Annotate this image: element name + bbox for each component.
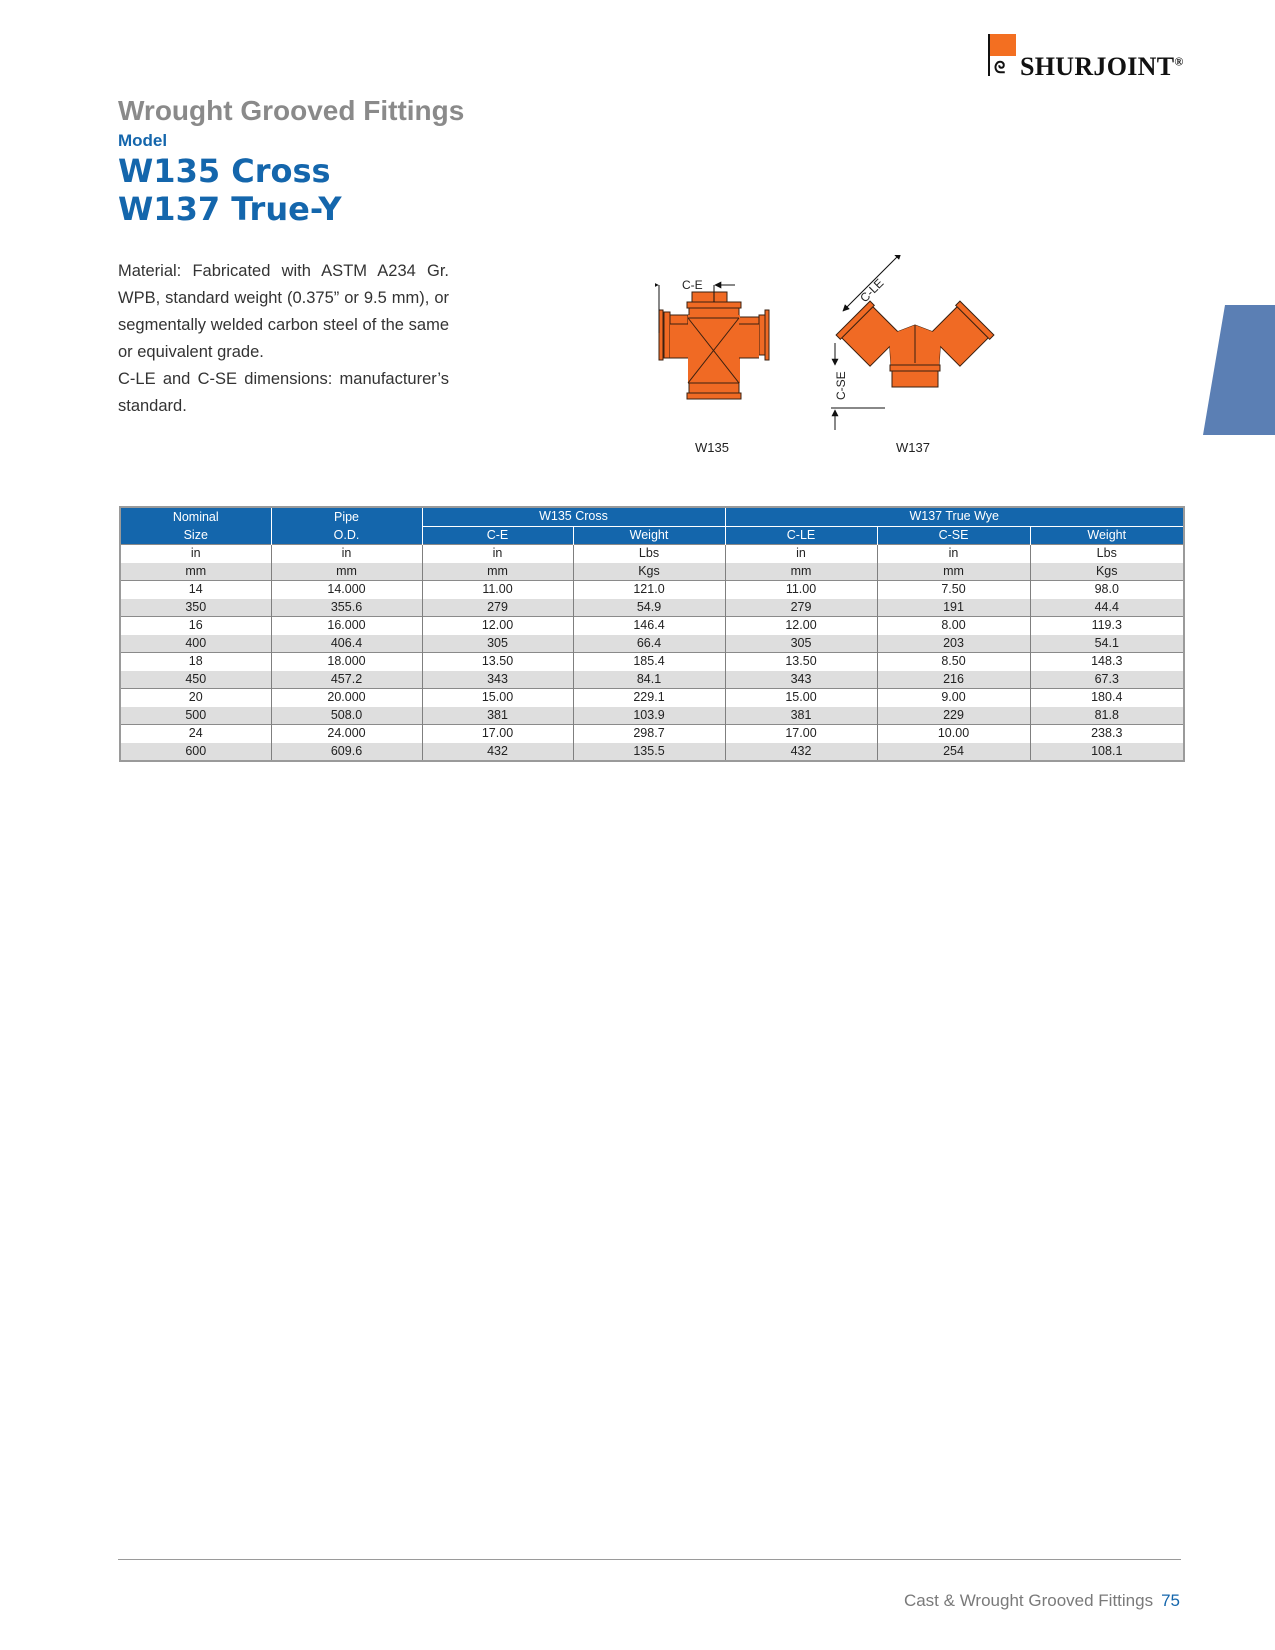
table-cell: 20.000 xyxy=(271,689,422,707)
unit-cell: in xyxy=(121,545,271,563)
table-cell: 191 xyxy=(877,599,1030,617)
table-cell: 18.000 xyxy=(271,653,422,671)
header-ce: C-E xyxy=(422,526,573,545)
footer-rule xyxy=(118,1559,1181,1560)
table-cell: 20 xyxy=(121,689,271,707)
material-description xyxy=(118,258,449,420)
true-wye-fitting-icon xyxy=(836,301,994,387)
unit-cell: Lbs xyxy=(1030,545,1183,563)
ce-dimension-label: C-E xyxy=(682,278,703,292)
table-cell: 16.000 xyxy=(271,617,422,635)
cle-dimension-label: C-LE xyxy=(857,275,887,306)
table-cell: 14 xyxy=(121,581,271,599)
fitting-diagram-svg xyxy=(655,255,1035,465)
table-cell: 12.00 xyxy=(725,617,877,635)
table-cell: 216 xyxy=(877,671,1030,689)
units-row-in xyxy=(121,545,1183,563)
table-cell: 24 xyxy=(121,725,271,743)
table-cell: 16 xyxy=(121,617,271,635)
unit-cell: in xyxy=(271,545,422,563)
table-cell: 500 xyxy=(121,707,271,725)
table-cell: 305 xyxy=(725,635,877,653)
header-wye-weight: Weight xyxy=(1030,526,1183,545)
dimensions-text: C-LE and C-SE dimensions: manufacturer’s standard. xyxy=(118,370,449,415)
table-header-row-1 xyxy=(121,508,1183,526)
logo-wordmark xyxy=(1020,52,1184,82)
model-titles xyxy=(118,152,342,228)
table-cell: 381 xyxy=(422,707,573,725)
table-cell: 180.4 xyxy=(1030,689,1183,707)
table-cell: 17.00 xyxy=(725,725,877,743)
table-cell: 343 xyxy=(725,671,877,689)
logo-registered-mark: ® xyxy=(1174,54,1184,69)
table-cell: 148.3 xyxy=(1030,653,1183,671)
table-cell: 121.0 xyxy=(573,581,725,599)
table-cell: 355.6 xyxy=(271,599,422,617)
table-cell: 66.4 xyxy=(573,635,725,653)
table-row xyxy=(121,725,1183,743)
table-row xyxy=(121,599,1183,617)
table-body xyxy=(121,545,1183,761)
table-cell: 432 xyxy=(422,743,573,761)
table-cell: 508.0 xyxy=(271,707,422,725)
table-cell: 238.3 xyxy=(1030,725,1183,743)
table-cell: 15.00 xyxy=(422,689,573,707)
material-text: Material: Fabricated with ASTM A234 Gr. WPB, standard weight (0.375” or 9.5 mm), or segmentally welded carbon steel of the same or equivalent grade. xyxy=(118,262,449,361)
fitting-diagrams xyxy=(655,255,1035,465)
unit-cell: in xyxy=(422,545,573,563)
table-cell: 8.00 xyxy=(877,617,1030,635)
table-cell: 14.000 xyxy=(271,581,422,599)
dimensions-table xyxy=(119,506,1185,762)
table-cell: 343 xyxy=(422,671,573,689)
table-row xyxy=(121,581,1183,599)
table-row xyxy=(121,689,1183,707)
table-row xyxy=(121,671,1183,689)
table-cell: 406.4 xyxy=(271,635,422,653)
unit-cell: Lbs xyxy=(573,545,725,563)
unit-cell: Kgs xyxy=(573,563,725,581)
logo-mark-icon: ᘓ xyxy=(994,58,1006,77)
table-cell: 98.0 xyxy=(1030,581,1183,599)
header-od: O.D. xyxy=(271,526,422,545)
table-header-row-2 xyxy=(121,526,1183,545)
table-cell: 119.3 xyxy=(1030,617,1183,635)
table-cell: 229.1 xyxy=(573,689,725,707)
table-cell: 81.8 xyxy=(1030,707,1183,725)
header-pipe: Pipe xyxy=(271,508,422,526)
table-row xyxy=(121,743,1183,761)
model-label: Model xyxy=(118,131,168,150)
table-cell: 400 xyxy=(121,635,271,653)
page-number: 75 xyxy=(1161,1591,1180,1610)
model-title-wye: W137 True-Y xyxy=(118,190,342,228)
table-cell: 381 xyxy=(725,707,877,725)
dimensions-table-grid xyxy=(121,508,1183,760)
table-row xyxy=(121,635,1183,653)
table-cell: 18 xyxy=(121,653,271,671)
table-cell: 84.1 xyxy=(573,671,725,689)
logo-flag-icon xyxy=(990,34,1016,56)
table-cell: 9.00 xyxy=(877,689,1030,707)
table-cell: 13.50 xyxy=(725,653,877,671)
cross-fitting-icon xyxy=(659,292,769,399)
footer-section-title: Cast & Wrought Grooved Fittings xyxy=(903,1591,1154,1610)
table-cell: 108.1 xyxy=(1030,743,1183,761)
table-cell: 67.3 xyxy=(1030,671,1183,689)
table-cell: 457.2 xyxy=(271,671,422,689)
table-cell: 146.4 xyxy=(573,617,725,635)
table-cell: 10.00 xyxy=(877,725,1030,743)
table-cell: 13.50 xyxy=(422,653,573,671)
table-cell: 279 xyxy=(422,599,573,617)
table-cell: 600 xyxy=(121,743,271,761)
table-cell: 609.6 xyxy=(271,743,422,761)
unit-cell: in xyxy=(877,545,1030,563)
side-tab-shape xyxy=(1203,305,1275,435)
table-cell: 24.000 xyxy=(271,725,422,743)
header-size: Size xyxy=(121,526,271,545)
table-cell: 135.5 xyxy=(573,743,725,761)
table-cell: 54.1 xyxy=(1030,635,1183,653)
table-cell: 254 xyxy=(877,743,1030,761)
table-cell: 12.00 xyxy=(422,617,573,635)
unit-cell: mm xyxy=(121,563,271,581)
units-row-mm xyxy=(121,563,1183,581)
header-nominal: Nominal xyxy=(121,508,271,526)
model-title-cross: W135 Cross xyxy=(118,152,331,190)
header-cross-weight: Weight xyxy=(573,526,725,545)
table-cell: 185.4 xyxy=(573,653,725,671)
section-side-tab xyxy=(1203,305,1275,435)
table-cell: 350 xyxy=(121,599,271,617)
table-cell: 305 xyxy=(422,635,573,653)
unit-cell: mm xyxy=(877,563,1030,581)
cross-caption: W135 xyxy=(695,440,729,455)
table-cell: 298.7 xyxy=(573,725,725,743)
logo-name: SHURJOINT xyxy=(1020,52,1175,81)
table-cell: 103.9 xyxy=(573,707,725,725)
table-row xyxy=(121,707,1183,725)
table-cell: 432 xyxy=(725,743,877,761)
table-cell: 8.50 xyxy=(877,653,1030,671)
unit-cell: in xyxy=(725,545,877,563)
table-cell: 450 xyxy=(121,671,271,689)
table-cell: 229 xyxy=(877,707,1030,725)
table-cell: 44.4 xyxy=(1030,599,1183,617)
table-row xyxy=(121,617,1183,635)
header-cle: C-LE xyxy=(725,526,877,545)
header-group-cross: W135 Cross xyxy=(422,508,725,526)
category-title: Wrought Grooved Fittings xyxy=(118,95,465,126)
wye-caption: W137 xyxy=(896,440,930,455)
header-cse: C-SE xyxy=(877,526,1030,545)
table-cell: 17.00 xyxy=(422,725,573,743)
table-cell: 11.00 xyxy=(422,581,573,599)
table-cell: 15.00 xyxy=(725,689,877,707)
shurjoint-logo xyxy=(988,34,1188,84)
page-footer xyxy=(904,1591,1180,1611)
cse-dimension-label: C-SE xyxy=(834,371,848,400)
unit-cell: mm xyxy=(271,563,422,581)
table-cell: 11.00 xyxy=(725,581,877,599)
table-cell: 279 xyxy=(725,599,877,617)
header-group-wye: W137 True Wye xyxy=(725,508,1183,526)
table-cell: 203 xyxy=(877,635,1030,653)
unit-cell: Kgs xyxy=(1030,563,1183,581)
table-cell: 7.50 xyxy=(877,581,1030,599)
unit-cell: mm xyxy=(422,563,573,581)
table-row xyxy=(121,653,1183,671)
unit-cell: mm xyxy=(725,563,877,581)
table-cell: 54.9 xyxy=(573,599,725,617)
